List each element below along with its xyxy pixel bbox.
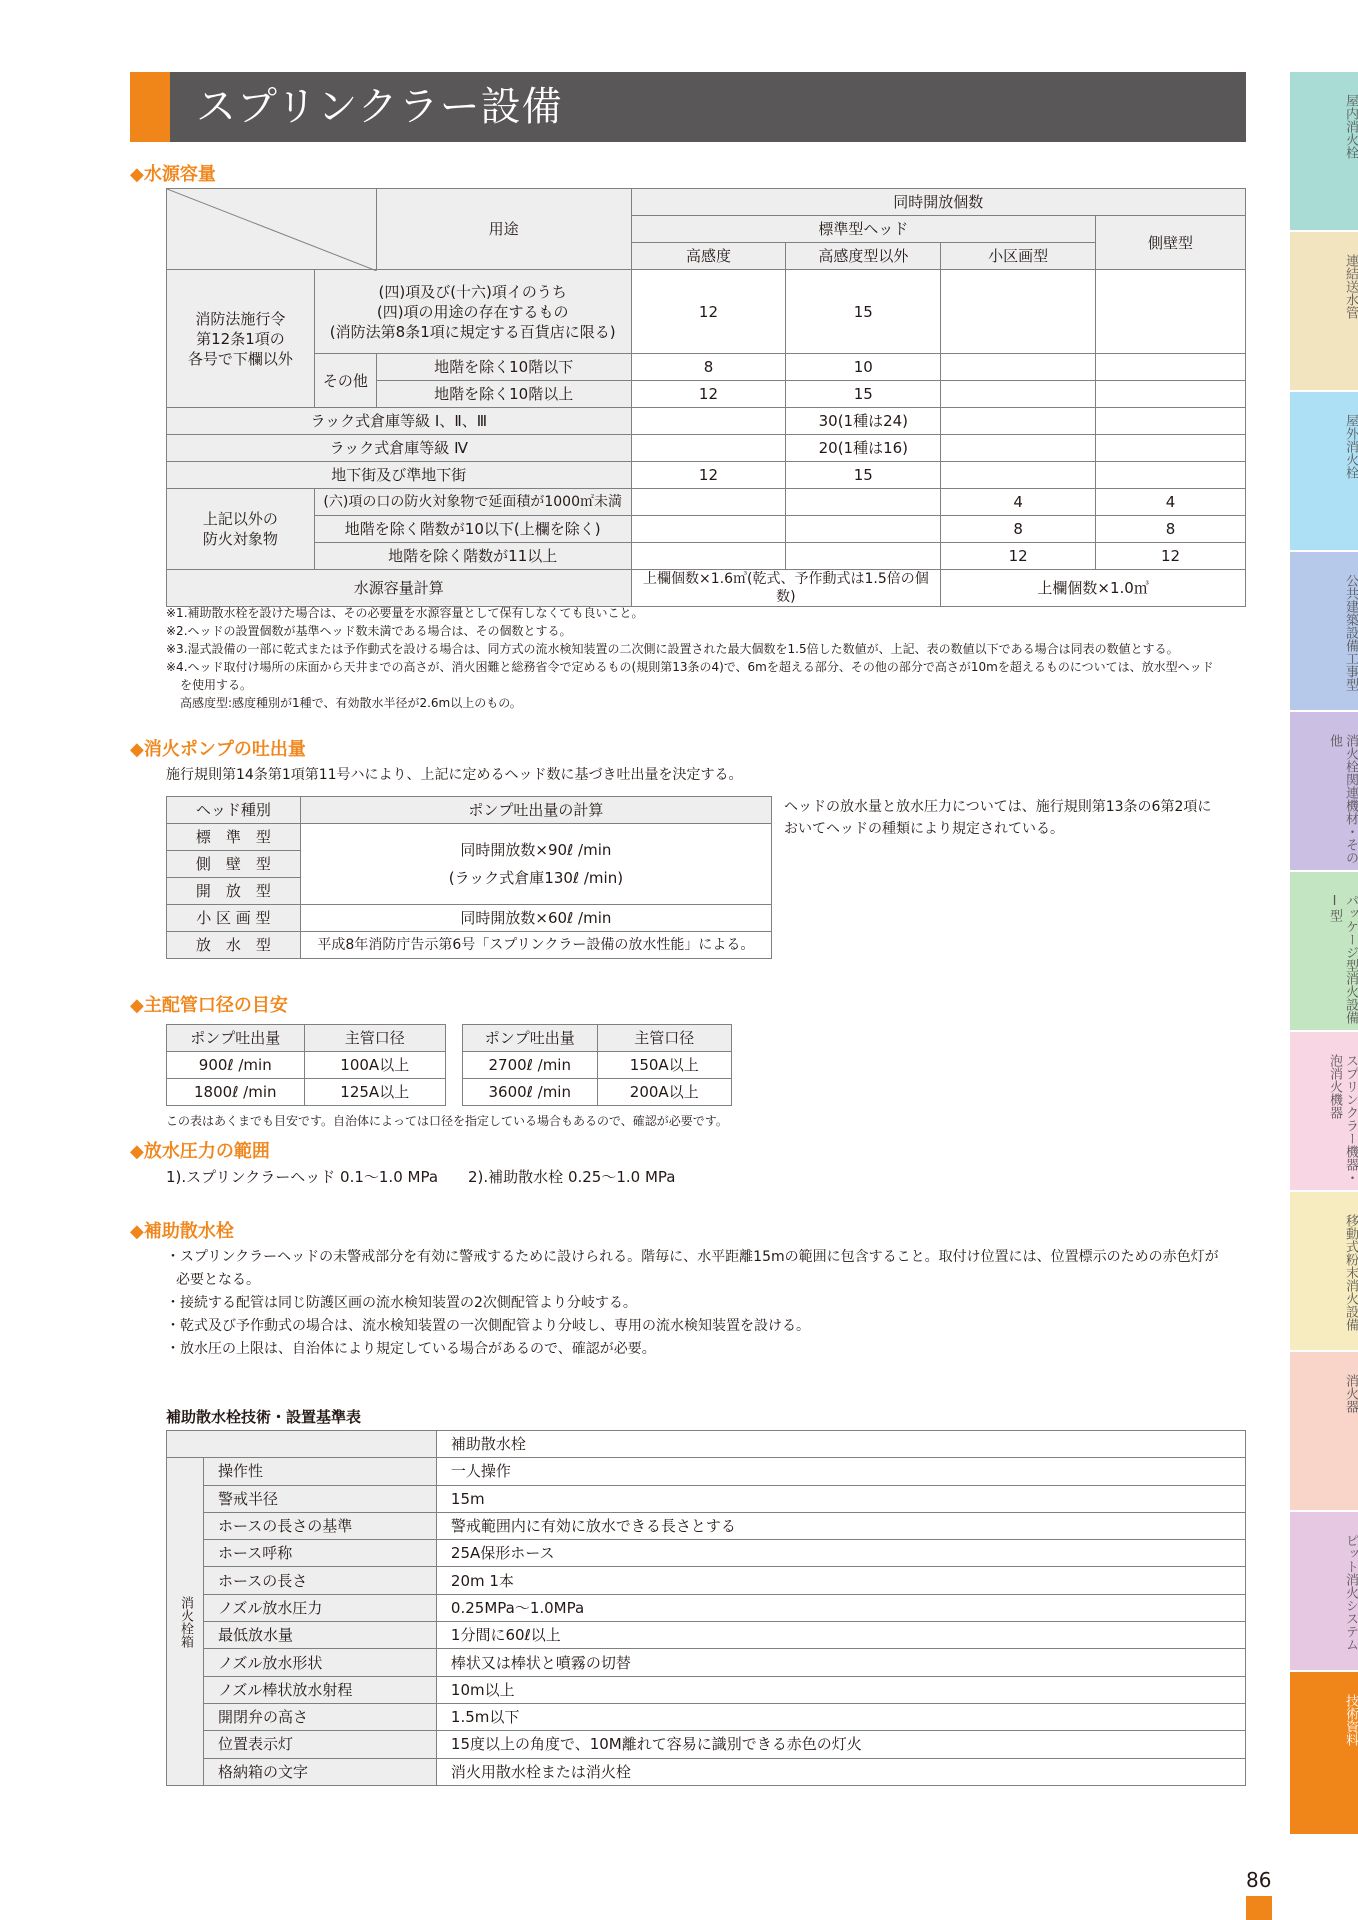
- aux-row: [167, 1758, 1246, 1785]
- row-label: ラック式倉庫等級 Ⅰ、Ⅱ、Ⅲ: [167, 408, 632, 435]
- cell-empty: [631, 543, 786, 570]
- pressure-text: 1).スプリンクラーヘッド 0.1〜1.0 MPa 2).補助散水栓 0.25〜1.0 MPa: [166, 1168, 676, 1186]
- page-number-bar: [1246, 1896, 1272, 1920]
- aux-line: ・スプリンクラーヘッドの未警戒部分を有効に警戒するために設けられる。階毎に、水平距離15mの範囲に包含すること。取付け位置には、位置標示のための赤色灯が: [166, 1249, 1219, 1265]
- group-label-2: 上記以外の 防火対象物: [167, 489, 315, 570]
- header-sokuheki: 側壁型: [1096, 216, 1246, 270]
- aux-value: 0.25MPa〜1.0MPa: [436, 1594, 1245, 1621]
- cell-value: 12: [631, 381, 786, 408]
- row-label: ラック式倉庫等級 Ⅳ: [167, 435, 632, 462]
- note-line: ※1.補助散水栓を設けた場合は、その必要量を水源容量として保有しなくても良いこと。: [166, 606, 644, 620]
- aux-row: [167, 1512, 1246, 1539]
- side-note-line: ヘッドの放水量と放水圧力については、施行規則第13条の6第2項に: [784, 799, 1212, 815]
- section-heading-pressure: ◆放水圧力の範囲: [130, 1141, 270, 1162]
- calc-line: (ラック式倉庫130ℓ /min): [448, 869, 624, 887]
- pipe-flow: 3600ℓ /min: [463, 1079, 598, 1106]
- row-label: (四)項及び(十六)項イのうち (四)項の用途の存在するもの (消防法第8条1項に規定する百貨店に限る): [314, 270, 631, 354]
- pipe-size: 100A以上: [304, 1052, 445, 1079]
- pipe-size: 125A以上: [304, 1079, 445, 1106]
- sidebar-tab-label: 連結送水管: [1343, 254, 1358, 319]
- cell-empty: [1096, 462, 1246, 489]
- aux-corner: [167, 1431, 437, 1458]
- aux-item: ホースの長さ: [204, 1567, 437, 1594]
- pipe-table-right: [462, 1024, 732, 1106]
- sidebar-tab-label: 消火栓関連機材・その他: [1327, 734, 1358, 864]
- head-type: 側 壁 型: [167, 851, 301, 878]
- aux-line: ・接続する配管は同じ防護区画の流水検知装置の2次側配管より分岐する。: [166, 1295, 637, 1311]
- aux-line: ・放水圧の上限は、自治体により規定している場合があるので、確認が必要。: [166, 1341, 656, 1357]
- cell-empty: [941, 462, 1096, 489]
- head-type: 開 放 型: [167, 878, 301, 905]
- calc-cell-1: [300, 824, 771, 905]
- cell-value: 30(1種は24): [786, 408, 941, 435]
- aux-item: ホース呼称: [204, 1540, 437, 1567]
- cell-value: 4: [1096, 489, 1246, 516]
- section-heading-pump: ◆消火ポンプの吐出量: [130, 739, 306, 760]
- head-type: 放 水 型: [167, 932, 301, 959]
- aux-row: [167, 1622, 1246, 1649]
- row-label: (六)項の口の防火対象物で延面積が1000㎡未満: [314, 489, 631, 516]
- aux-item: ノズル放水圧力: [204, 1594, 437, 1621]
- water-capacity-table: [166, 188, 1246, 607]
- cell-empty: [941, 435, 1096, 462]
- aux-table-title: 補助散水栓技術・設置基準表: [166, 1408, 362, 1426]
- aux-value: 1.5m以下: [436, 1703, 1245, 1730]
- aux-row: [167, 1703, 1246, 1730]
- page-title: スプリンクラー設備: [196, 84, 563, 130]
- row-label: 水源容量計算: [167, 570, 632, 607]
- pump-intro: 施行規則第14条第1項第11号ハにより、上記に定めるヘッド数に基づき吐出量を決定する。: [166, 767, 743, 783]
- head-type: 標 準 型: [167, 824, 301, 851]
- cell-value: 15: [786, 462, 941, 489]
- title-accent: [130, 72, 170, 142]
- row-label: 地下街及び準地下街: [167, 462, 632, 489]
- aux-value: 25A保形ホース: [436, 1540, 1245, 1567]
- calc-cell-3: 平成8年消防庁告示第6号「スプリンクラー設備の放水性能」による。: [300, 932, 771, 959]
- sidebar-tab[interactable]: [1290, 872, 1358, 1030]
- sidebar-tab-label: 屋内消火栓: [1343, 94, 1358, 159]
- sidebar-tab-label: ピット消火システム: [1343, 1534, 1358, 1651]
- sidebar-tab[interactable]: [1290, 552, 1358, 710]
- calc-cell-2: 同時開放数×60ℓ /min: [300, 905, 771, 932]
- cell-empty: [941, 408, 1096, 435]
- aux-value: 棒状又は棒状と噴霧の切替: [436, 1649, 1245, 1676]
- sidebar-tab-label: 公共建築設備工事型: [1343, 574, 1358, 691]
- pipe-size: 200A以上: [597, 1079, 732, 1106]
- calc-sidewall: 上欄個数×1.0㎥: [941, 570, 1246, 607]
- aux-text: [166, 1246, 1256, 1361]
- cell-value: 10: [786, 354, 941, 381]
- note-line: ※4.ヘッド取付け場所の床面から天井までの高さが、消火困難と総務省令で定めるもの(規則第13条の4)で、6mを超える部分、その他の部分で高さが10mを超えるものについては、放水型ヘッド: [166, 660, 1214, 674]
- aux-row: [167, 1567, 1246, 1594]
- cell-value: 12: [631, 462, 786, 489]
- aux-item: 警戒半径: [204, 1485, 437, 1512]
- aux-value: 10m以上: [436, 1676, 1245, 1703]
- diagonal-header-cell: [167, 189, 377, 270]
- note-line: 高感度型:感度種別が1種で、有効散水半径が2.6m以上のもの。: [180, 696, 522, 710]
- aux-row: [167, 1540, 1246, 1567]
- pipe-header-flow: ポンプ吐出量: [463, 1025, 598, 1052]
- sidebar-tab-label: パッケージ型消火設備Ⅰ型: [1327, 894, 1358, 1024]
- aux-value: 15度以上の角度で、10M離れて容易に識別できる赤色の灯火: [436, 1731, 1245, 1758]
- notes-block: [166, 604, 1246, 712]
- aux-row: [167, 1485, 1246, 1512]
- header-youto: 用途: [376, 189, 631, 270]
- aux-item: 格納箱の文字: [204, 1758, 437, 1785]
- cell-value: 20(1種は16): [786, 435, 941, 462]
- row-label: 地階を除く10階以下: [376, 354, 631, 381]
- cell-empty: [941, 381, 1096, 408]
- calc-standard: 上欄個数×1.6㎥(乾式、予作動式は1.5倍の個数): [631, 570, 941, 607]
- aux-row: [167, 1649, 1246, 1676]
- side-note-line: おいてヘッドの種類により規定されている。: [784, 821, 1064, 837]
- cell-empty: [631, 408, 786, 435]
- sidebar-tab[interactable]: [1290, 232, 1358, 390]
- cell-empty: [941, 270, 1096, 354]
- aux-row: [167, 1594, 1246, 1621]
- group-label-1: 消防法施行令 第12条1項の 各号で下欄以外: [167, 270, 315, 408]
- row-label: 地階を除く10階以上: [376, 381, 631, 408]
- pipe-flow: 2700ℓ /min: [463, 1052, 598, 1079]
- cell-empty: [786, 489, 941, 516]
- cell-empty: [631, 516, 786, 543]
- row-label: 地階を除く階数が11以上: [314, 543, 631, 570]
- aux-value: 20m 1本: [436, 1567, 1245, 1594]
- pump-header-calc: ポンプ吐出量の計算: [300, 797, 771, 824]
- aux-col-head: 補助散水栓: [436, 1431, 1245, 1458]
- header-hyojun: 標準型ヘッド: [631, 216, 1096, 243]
- sidebar-tab-label: 屋外消火栓: [1343, 414, 1358, 479]
- aux-value: 一人操作: [436, 1458, 1245, 1485]
- pump-header-type: ヘッド種別: [167, 797, 301, 824]
- header-douji: 同時開放個数: [631, 189, 1245, 216]
- section-heading-water: ◆水源容量: [130, 164, 216, 185]
- aux-item: 最低放水量: [204, 1622, 437, 1649]
- cell-empty: [1096, 408, 1246, 435]
- aux-row: [167, 1676, 1246, 1703]
- sidebar-tab[interactable]: [1290, 712, 1358, 870]
- sidebar-tab[interactable]: [1290, 392, 1358, 550]
- head-type: 小 区 画 型: [167, 905, 301, 932]
- cell-value: 15: [786, 270, 941, 354]
- aux-value: 15m: [436, 1485, 1245, 1512]
- cell-empty: [786, 516, 941, 543]
- cell-empty: [941, 354, 1096, 381]
- calc-line: 同時開放数×90ℓ /min: [460, 841, 612, 859]
- sidebar-tab-label: 移動式粉末消火設備: [1343, 1214, 1358, 1331]
- aux-item: 位置表示灯: [204, 1731, 437, 1758]
- aux-item: ホースの長さの基準: [204, 1512, 437, 1539]
- aux-body: [167, 1458, 1246, 1786]
- pipe-table-left: [166, 1024, 446, 1106]
- cell-value: 8: [1096, 516, 1246, 543]
- cell-empty: [631, 489, 786, 516]
- pipe-header-size: 主管口径: [597, 1025, 732, 1052]
- aux-item: ノズル棒状放水射程: [204, 1676, 437, 1703]
- sonota-label: その他: [314, 354, 376, 408]
- note-line: ※2.ヘッドの設置個数が基準ヘッド数未満である場合は、その個数とする。: [166, 624, 572, 638]
- cell-value: 8: [631, 354, 786, 381]
- sidebar-tab-label: 消火器: [1343, 1374, 1358, 1413]
- aux-line: 必要となる。: [176, 1272, 260, 1288]
- header-kokando-igai: 高感度型以外: [786, 243, 941, 270]
- aux-item: 開閉弁の高さ: [204, 1703, 437, 1730]
- cell-empty: [1096, 354, 1246, 381]
- aux-value: 1分間に60ℓ以上: [436, 1622, 1245, 1649]
- pump-table: [166, 796, 772, 959]
- cell-empty: [1096, 381, 1246, 408]
- page-number: 86: [1246, 1868, 1272, 1892]
- pipe-size: 150A以上: [597, 1052, 732, 1079]
- header-kokando: 高感度: [631, 243, 786, 270]
- cell-value: 12: [1096, 543, 1246, 570]
- pump-side-note: [784, 796, 1254, 840]
- pipe-header-size: 主管口径: [304, 1025, 445, 1052]
- note-line: ※3.湿式設備の一部に乾式または予作動式を設ける場合は、同方式の流水検知装置の二次側に設置された最大個数を1.5倍した数値が、上記、表の数値以下である場合は同表の数値とする。: [166, 642, 1179, 656]
- cell-empty: [1096, 435, 1246, 462]
- aux-line: ・乾式及び予作動式の場合は、流水検知装置の一次側配管より分岐し、専用の流水検知装置を設ける。: [166, 1318, 810, 1334]
- sidebar-tab[interactable]: [1290, 1512, 1358, 1670]
- aux-table: [166, 1430, 1246, 1786]
- pipe-flow: 1800ℓ /min: [167, 1079, 305, 1106]
- sidebar-tab[interactable]: [1290, 1352, 1358, 1510]
- cell-empty: [1096, 270, 1246, 354]
- sidebar-tab[interactable]: [1290, 1032, 1358, 1190]
- sidebar-tab-label: スプリンクラー機器・泡消火機器: [1327, 1054, 1358, 1184]
- sidebar-tab[interactable]: [1290, 1672, 1358, 1834]
- note-line: を使用する。: [180, 678, 253, 692]
- aux-value: 消火用散水栓または消火栓: [436, 1758, 1245, 1785]
- pipe-note: この表はあくまでも目安です。自治体によっては口径を指定している場合もあるので、確認が必要です。: [166, 1114, 728, 1128]
- cell-empty: [786, 543, 941, 570]
- cell-empty: [631, 435, 786, 462]
- sidebar-tab[interactable]: [1290, 1192, 1358, 1350]
- cell-value: 8: [941, 516, 1096, 543]
- section-heading-pipe: ◆主配管口径の目安: [130, 995, 288, 1016]
- section-heading-aux: ◆補助散水栓: [130, 1221, 234, 1242]
- aux-group-label: 消火栓箱: [167, 1458, 204, 1786]
- sidebar-tab-label: 技術資料: [1343, 1694, 1358, 1746]
- sidebar-tab[interactable]: [1290, 72, 1358, 230]
- header-shoku: 小区画型: [941, 243, 1096, 270]
- aux-row: [167, 1458, 1246, 1485]
- aux-row: [167, 1731, 1246, 1758]
- pipe-header-flow: ポンプ吐出量: [167, 1025, 305, 1052]
- cell-value: 4: [941, 489, 1096, 516]
- cell-value: 12: [631, 270, 786, 354]
- cell-value: 15: [786, 381, 941, 408]
- aux-item: 操作性: [204, 1458, 437, 1485]
- row-label: 地階を除く階数が10以下(上欄を除く): [314, 516, 631, 543]
- pipe-flow: 900ℓ /min: [167, 1052, 305, 1079]
- cell-value: 12: [941, 543, 1096, 570]
- aux-item: ノズル放水形状: [204, 1649, 437, 1676]
- aux-value: 警戒範囲内に有効に放水できる長さとする: [436, 1512, 1245, 1539]
- diagonal-line: [167, 189, 377, 271]
